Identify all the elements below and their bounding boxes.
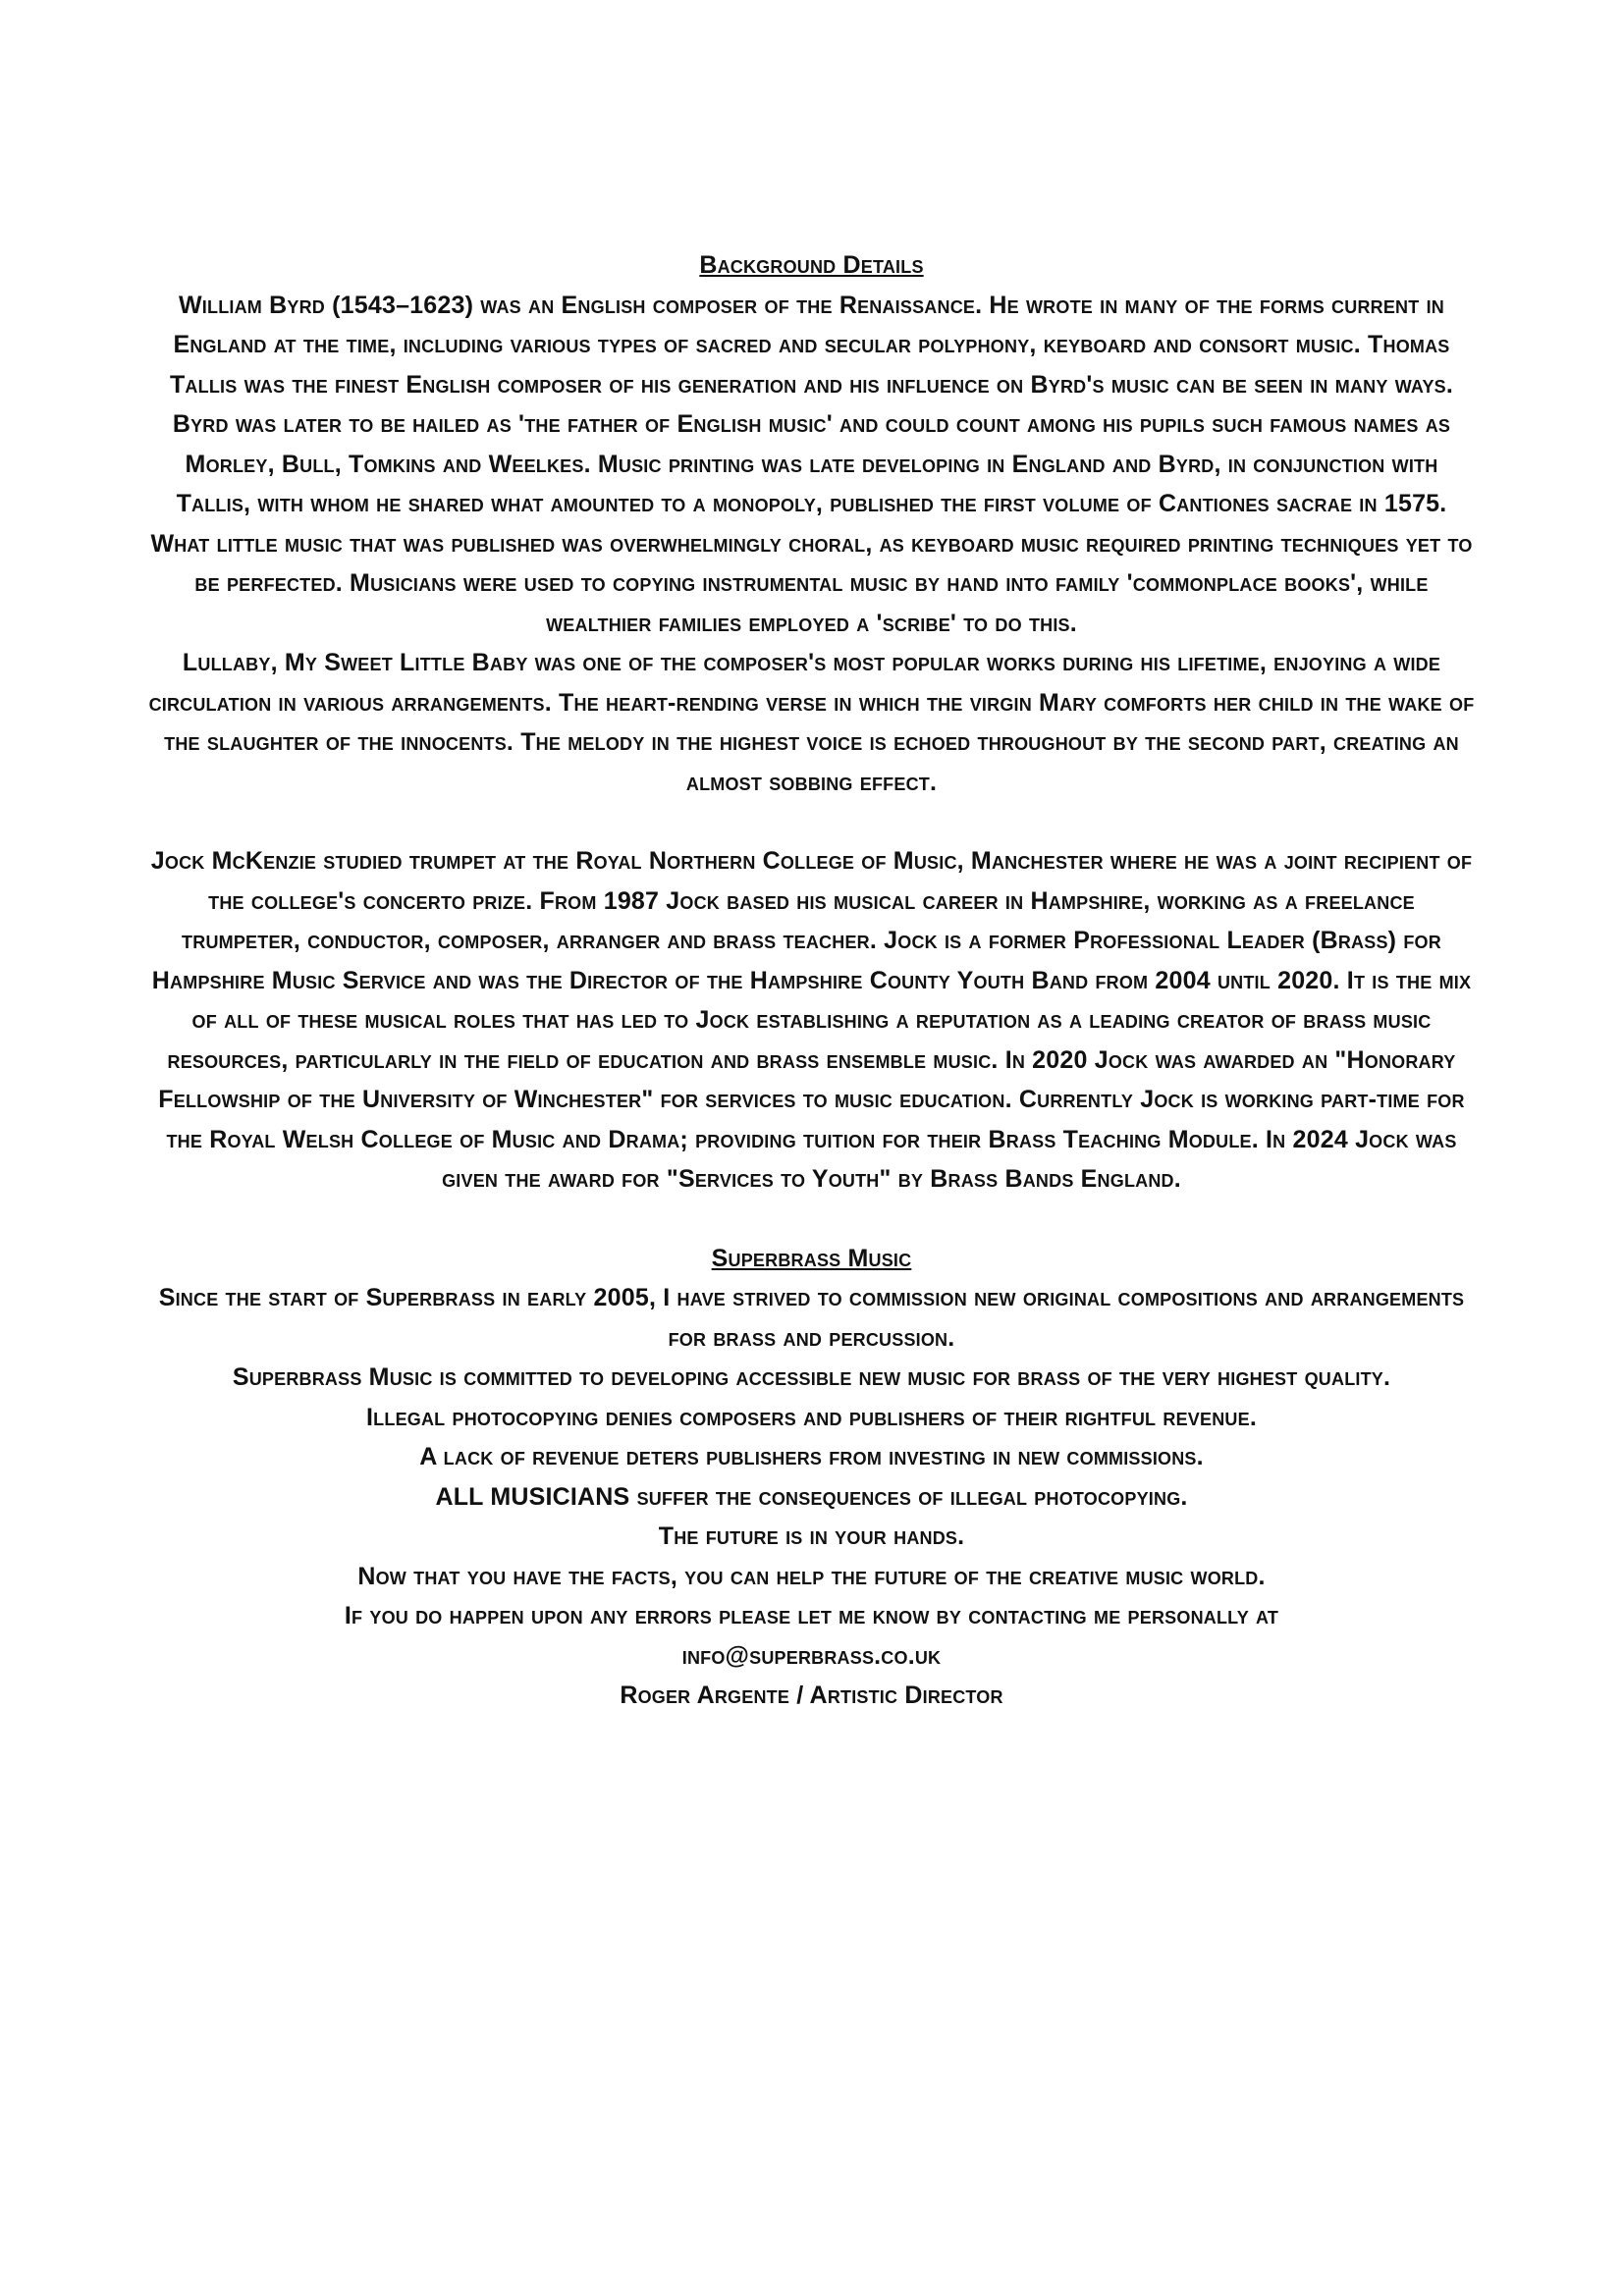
- superbrass-section: [147, 1239, 1476, 1716]
- byrd-paragraph: William Byrd (1543–1623) was an English composer of the Renaissance. He wrote in many of the forms current in England at the time, including various types of sacred and secular polyphony, keyboard and consort music. Thomas Tallis was the finest English composer of his generation and his influence on Byrd's music can be seen in many ways. Byrd was later to be hailed as 'the father of English music' and could count among his pupils such famous names as Morley, Bull, Tomkins and Weelkes. Music printing was late developing in England and Byrd, in conjunction with Tallis, with whom he shared what amounted to a monopoly, published the first volume of Cantiones sacrae in 1575. What little music that was published was overwhelmingly choral, as keyboard music required printing techniques yet to be perfected. Musicians were used to copying instrumental music by hand into family 'commonplace books', while wealthier families employed a 'scribe' to do this.: [150, 291, 1473, 637]
- superbrass-line: [147, 1477, 1476, 1518]
- superbrass-line: Since the start of Superbrass in early 2005, I have strived to commission new original compositions and arrangements for brass and percussion.: [158, 1284, 1465, 1352]
- document-page: [147, 245, 1476, 1716]
- email-address: info@superbrass.co.uk: [681, 1641, 942, 1670]
- all-musicians-emphasis: ALL MUSICIANS: [435, 1482, 630, 1511]
- superbrass-line: If you do happen upon any errors please let me know by contacting me personally at: [344, 1602, 1279, 1629]
- superbrass-line: The future is in your hands.: [658, 1522, 965, 1550]
- bio-section: [147, 841, 1476, 1200]
- background-section: [147, 245, 1476, 802]
- lullaby-paragraph: Lullaby, My Sweet Little Baby was one of the composer's most popular works during his lifetime, enjoying a wide circulation in various arrangements. The heart-rending verse in which the virgin Mary comforts her child in the wake of the slaughter of the innocents. The melody in the highest voice is echoed throughout by the second part, creating an almost sobbing effect.: [148, 649, 1475, 796]
- superbrass-line: Superbrass Music is committed to developing accessible new music for brass of the very highest quality.: [232, 1363, 1391, 1391]
- signature: Roger Argente / Artistic Director: [620, 1682, 1003, 1709]
- superbrass-line: Illegal photocopying denies composers and publishers of their rightful revenue.: [366, 1403, 1257, 1431]
- background-heading: Background Details: [699, 251, 924, 279]
- superbrass-line: Now that you have the facts, you can help the future of the creative music world.: [357, 1562, 1266, 1590]
- section-gap: [147, 1200, 1476, 1239]
- superbrass-line: A lack of revenue deters publishers from investing in new commissions.: [419, 1443, 1204, 1470]
- superbrass-heading: Superbrass Music: [711, 1244, 912, 1272]
- jock-mckenzie-paragraph: Jock McKenzie studied trumpet at the Royal Northern College of Music, Manchester where he was a joint recipient of the college's concerto prize. From 1987 Jock based his musical career in Hampshire, working as a freelance trumpeter, conductor, composer, arranger and brass teacher. Jock is a former Professional Leader (Brass) for Hampshire Music Service and was the Director of the Hampshire County Youth Band from 2004 until 2020. It is the mix of all of these musical roles that has led to Jock establishing a reputation as a leading creator of brass music resources, particularly in the field of education and brass ensemble music. In 2020 Jock was awarded an "Honorary Fellowship of the University of Winchester" for services to music education. Currently Jock is working part-time for the Royal Welsh College of Music and Drama; providing tuition for their Brass Teaching Module. In 2024 Jock was given the award for "Services to Youth" by Brass Bands England.: [150, 847, 1473, 1193]
- section-gap: [147, 802, 1476, 841]
- superbrass-line-rest: suffer the consequences of illegal photocopying.: [629, 1482, 1188, 1511]
